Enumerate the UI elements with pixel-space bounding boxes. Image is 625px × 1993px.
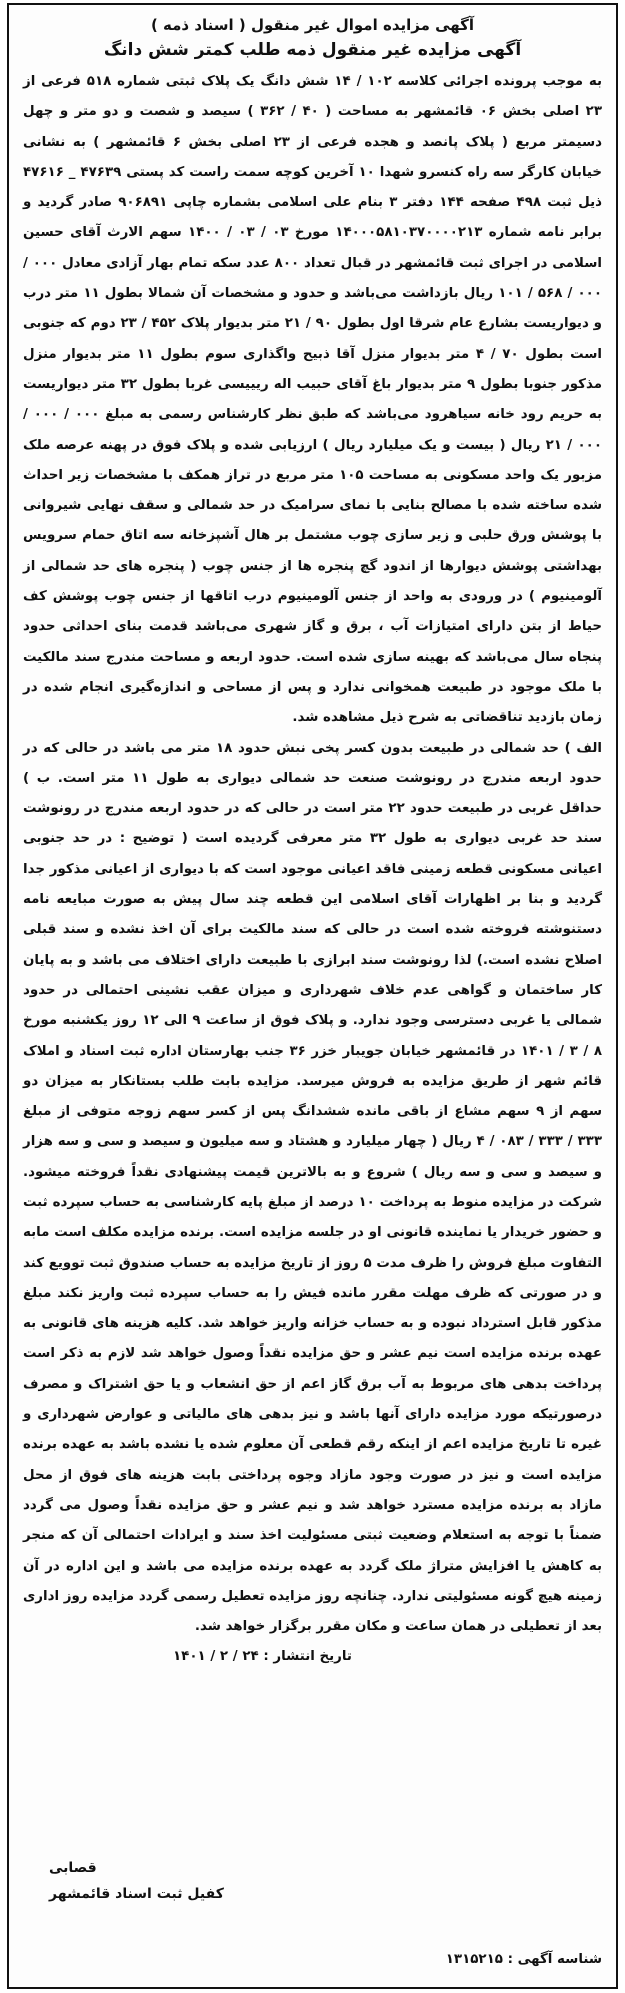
notice-title: آگهی مزایده اموال غیر منقول ( اسناد ذمه ) <box>150 16 475 34</box>
publish-date: تاریخ انتشار : ۲۴ / ۲ / ۱۴۰۱ <box>173 1649 352 1665</box>
signatory-title: کفیل ثبت اسناد قائمشهر <box>49 1886 224 1902</box>
notice-subtitle: آگهی مزایده غیر منقول ذمه طلب کمتر شش دانگ <box>103 40 522 60</box>
notice-frame <box>7 3 618 1989</box>
notice-body <box>23 67 602 1642</box>
signatory-name: قصابی <box>49 1860 97 1876</box>
body-paragraph-1: به موجب پرونده اجرائی کلاسه ۱۰۲ / ۱۴ شش دانگ یک پلاک ثبتی شماره ۵۱۸ فرعی از ۲۳ اصلی بخش ۰۶ قائمشهر به مساحت ( ۴۰ / ۳۶۲ ) سیصد و شصت و دو متر و چهل دسیمتر مربع ( پلاک پانصد و هجده فرعی از ۲۳ اصلی بخش ۶ قائمشهر ) به نشانی خیابان کارگر سه راه کنسرو شهدا ۱۰ آخرین کوچه سمت راست کد پستی ۴۷۶۳۹ _ ۴۷۶۱۶ ذیل ثبت ۴۹۸ صفحه ۱۴۴ دفتر ۳ بنام علی اسلامی بشماره چاپی ۹۰۶۸۹۱ صادر گردید و برابر نامه شماره ۱۴۰۰۰۵۸۱۰۳۷۰۰۰۰۲۱۳ مورخ ۰۳ / ۰۳ / ۱۴۰۰ سهم الارث آقای حسین اسلامی در اجرای ثبت قائمشهر در قبال تعداد ۸۰۰ عدد سکه تمام بهار آزادی معادل ۰۰۰ / ۰۰۰ / ۵۶۸ / ۱۰۱ ریال بازداشت می‌باشد و حدود و مشخصات آن شمالا بطول ۱۱ متر درب و دیواریست بشارع عام شرقا اول بطول ۹۰ / ۲۱ متر بدیوار پلاک ۴۵۲ / ۲۳ دوم که جنوبی است بطول ۷۰ / ۴ متر بدیوار منزل آقا ذبیح واگذاری سوم بطول ۱۱ متر بدیوار منزل مذکور جنوبا بطول ۹ متر بدیوار باغ آقای حبیب اله ریییسی غربا بطول ۳۲ متر دیواریست به حریم رود خانه سیاهرود می‌باشد که طبق نظر کارشناس رسمی به مبلغ ۰۰۰ / ۰۰۰ / ۰۰۰ / ۲۱ ریال ( بیست و یک میلیارد ریال ) ارزیابی شده و پلاک فوق در پهنه عرصه ملک مزبور یک واحد مسکونی به مساحت ۱۰۵ متر مربع در تراز همکف با مشخصات زیر احداث شده ساخته شده با مصالح بنایی با نمای سرامیک در حد شمالی و سقف نهایی شیروانی با پوشش ورق حلبی و زیر سازی چوب مشتمل بر هال آشپزخانه سه اتاق حمام سرویس بهداشتی پوشش دیوارها از اندود گچ پنجره ها از جنس چوب ( پنجره های حد شمالی از آلومینیوم ) در ورودی به واحد از جنس آلومینیوم درب اتاقها از جنس چوب پوشش کف حیاط از بتن دارای امتیازات آب ، برق و گاز شهری می‌باشد قدمت بنای احداثی حدود پنجاه سال می‌باشد که بهینه سازی شده است. حدود اربعه و مساحت مندرج سند مالکیت با ملک موجود در طبیعت همخوانی ندارد و پس از مساحی و اندازه‌گیری انجام شده در زمان بازدید تناقضاتی به شرح ذیل مشاهده شد. <box>23 74 603 726</box>
body-paragraph-2: الف ) حد شمالی در طبیعت بدون کسر پخی نبش حدود ۱۸ متر می باشد در حالی که در حدود اربعه مندرج در رونوشت صنعت حد شمالی دیواری به طول ۱۱ متر است. ب ) حداقل غربی در طبیعت حدود ۲۲ متر است در حالی که در حدود اربعه مندرج در رونوشت سند حد غربی دیواری به طول ۳۲ متر معرفی گردیده است ( توضیح : در حد جنوبی اعیانی مسکونی قطعه زمینی فاقد اعیانی موجود است که با دیواری از اعیانی مذکور جدا گردید و بنا بر اظهارات آقای اسلامی این قطعه چند سال پیش به صورت مبایعه نامه دستنوشته فروخته شده است در حالی که سند مالکیت برای آن اخذ نشده و سند قبلی اصلاح نشده است.) لذا رونوشت سند ابرازی با طبیعت دارای اختلاف می باشد و به پایان کار ساختمان و گواهی عدم خلاف شهرداری و میزان عقب نشینی احتمالی در حدود شمالی یا غربی دسترسی وجود ندارد. و پلاک فوق از ساعت ۹ الی ۱۲ روز یکشنبه مورخ ۸ / ۳ / ۱۴۰۱ در قائمشهر خیابان جویبار خزر ۳۶ جنب بهارستان اداره ثبت اسناد و املاک قائم شهر از طریق مزایده به فروش میرسد. مزایده بابت طلب بستانکار به میزان دو سهم از ۹ سهم مشاع از باقی مانده ششدانگ پس از کسر سهم زوجه متوفی از مبلغ ۳۳۳ / ۳۳۳ / ۰۸۳ / ۴ ریال ( چهار میلیارد و هشتاد و سه میلیون و سیصد و سی و سه هزار و سیصد و سی و سه ریال ) شروع و به بالاترین قیمت پیشنهادی نقداً فروخته میشود. شرکت در مزایده منوط به پرداخت ۱۰ درصد از مبلغ پایه کارشناسی به حساب سپرده ثبت و حضور خریدار یا نماینده قانونی او در جلسه مزایده است. برنده مزایده مکلف است مابه التفاوت مبلغ فروش را ظرف مدت ۵ روز از تاریخ مزایده به حساب صندوق ثبت توویع کند و در صورتی که ظرف مهلت مقرر مانده فیش را به حساب سپرده ثبت واریز نکند مبلغ مذکور قابل استرداد نبوده و به حساب خزانه واریز خواهد شد. کلیه هزینه های قانونی به عهده برنده مزایده است نیم عشر و حق مزایده نقداً وصول خواهد شد لازم به ذکر است پرداخت بدهی های مربوط به آب برق گاز اعم از حق انشعاب و یا حق اشتراک و مصرف درصورتیکه مورد مزایده دارای آنها باشد و نیز بدهی های مالیاتی و عوارض شهرداری و غیره تا تاریخ مزایده اعم از اینکه رقم قطعی آن معلوم شده یا نشده باشد به عهده برنده مزایده است و نیز در صورت وجود مازاد وجوه پرداختی بابت هزینه های فوق از محل مازاد به برنده مزایده مسترد خواهد شد و نیم عشر و حق مزایده نقداً وصول می گردد ضمناً با توجه به استعلام وضعیت ثبتی مسئولیت اخذ سند و ایرادات احتمالی آن که منجر به کاهش یا افزایش متراژ ملک گردد به عهده برنده مزایده می باشد و این اداره در آن زمینه هیچ گونه مسئولیتی ندارد. چنانچه روز مزایده تعطیل رسمی گردد مزایده روز اداری بعد از تعطیلی در همان ساعت و مکان مقرر برگزار خواهد شد. <box>23 740 603 1635</box>
signature-block <box>49 1855 224 1907</box>
ad-id: شناسه آگهی : ۱۳۱۵۲۱۵ <box>445 1952 602 1967</box>
